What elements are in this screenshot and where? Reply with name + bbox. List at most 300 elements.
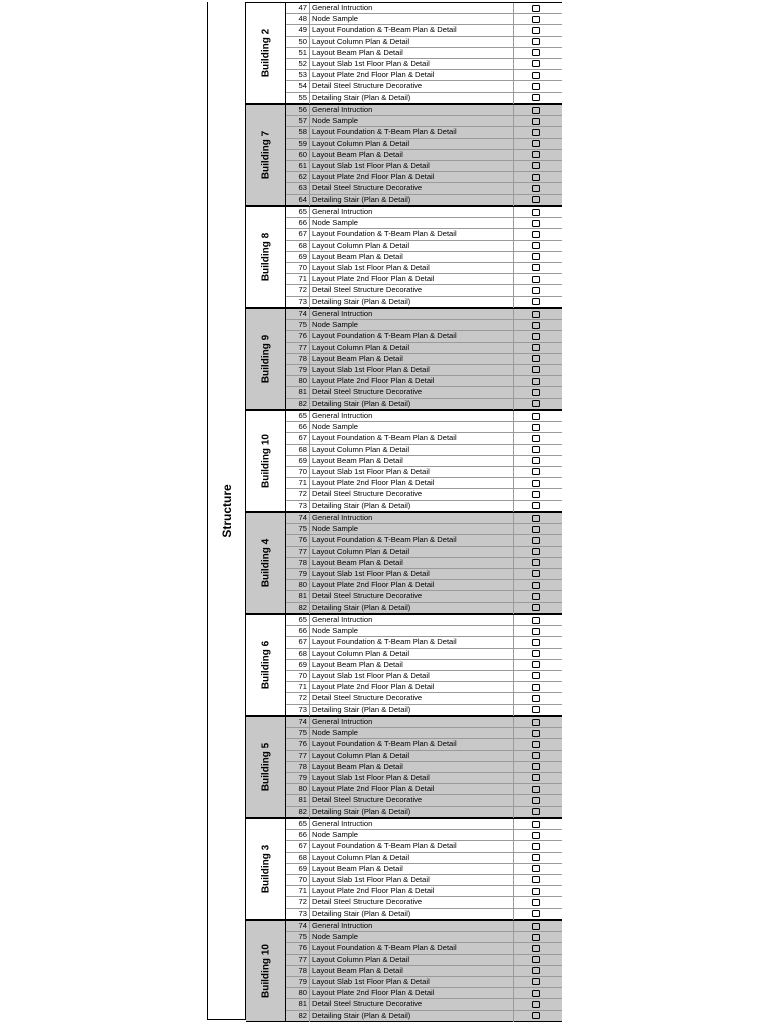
row-number: 66 xyxy=(286,218,310,228)
task-checkbox[interactable] xyxy=(532,990,540,997)
checkbox-cell xyxy=(513,717,562,727)
task-name: Layout Slab 1st Floor Plan & Detail xyxy=(312,670,430,680)
task-checkbox[interactable] xyxy=(532,617,540,624)
task-name: Detail Steel Structure Decorative xyxy=(312,285,423,295)
task-checkbox[interactable] xyxy=(532,559,540,566)
checkbox-cell xyxy=(513,795,562,805)
table-row xyxy=(286,999,562,1010)
checkbox-cell xyxy=(513,433,562,443)
table-row xyxy=(286,807,562,818)
table-row xyxy=(286,456,562,467)
row-number: 79 xyxy=(286,365,310,375)
task-checkbox[interactable] xyxy=(532,797,540,804)
row-number: 57 xyxy=(286,116,310,126)
task-name: General Intruction xyxy=(312,309,373,318)
row-number: 72 xyxy=(286,693,310,703)
task-name: General Intruction xyxy=(312,3,373,12)
task-checkbox[interactable] xyxy=(532,843,540,850)
task-name: Layout Foundation & T-Beam Plan & Detail xyxy=(312,331,457,341)
task-name: Detail Steel Structure Decorative xyxy=(312,999,423,1009)
checkbox-cell xyxy=(513,864,562,874)
task-checkbox[interactable] xyxy=(532,162,540,169)
checkbox-cell xyxy=(513,626,562,636)
row-number: 80 xyxy=(286,580,310,590)
task-name: General Intruction xyxy=(312,513,373,522)
checkbox-cell xyxy=(513,263,562,273)
checkbox-cell xyxy=(513,660,562,670)
row-number: 69 xyxy=(286,660,310,670)
task-checkbox[interactable] xyxy=(532,253,540,260)
task-checkbox[interactable] xyxy=(532,956,540,963)
checkbox-cell xyxy=(513,218,562,228)
task-checkbox[interactable] xyxy=(532,604,540,611)
checkbox-cell xyxy=(513,241,562,251)
task-checkbox[interactable] xyxy=(532,741,540,748)
building-label: Building 7 xyxy=(260,130,271,180)
checkbox-cell xyxy=(513,591,562,601)
table-row xyxy=(286,274,562,285)
table-row xyxy=(286,445,562,456)
task-name: Node Sample xyxy=(312,320,359,330)
task-name: Layout Foundation & T-Beam Plan & Detail xyxy=(312,25,457,35)
checkbox-cell xyxy=(513,751,562,761)
task-name: Layout Slab 1st Floor Plan & Detail xyxy=(312,262,430,272)
task-checkbox[interactable] xyxy=(532,865,540,872)
row-number: 76 xyxy=(286,739,310,749)
row-number: 71 xyxy=(286,682,310,692)
task-checkbox[interactable] xyxy=(532,276,540,283)
task-rows xyxy=(286,921,562,1021)
checkbox-cell xyxy=(513,343,562,353)
table-row xyxy=(286,422,562,433)
task-checkbox[interactable] xyxy=(532,231,540,238)
checkbox-cell xyxy=(513,467,562,477)
table-row xyxy=(286,955,562,966)
row-number: 65 xyxy=(286,207,310,217)
task-checkbox[interactable] xyxy=(532,526,540,533)
task-name: Node Sample xyxy=(312,728,359,738)
table-row xyxy=(286,343,562,354)
building-group xyxy=(246,308,562,410)
task-name: Layout Plate 2nd Floor Plan & Detail xyxy=(312,580,435,590)
task-checkbox[interactable] xyxy=(532,83,540,90)
task-checkbox[interactable] xyxy=(532,821,540,828)
task-checkbox[interactable] xyxy=(532,548,540,555)
row-number: 54 xyxy=(286,81,310,91)
task-checkbox[interactable] xyxy=(532,107,540,114)
checkbox-cell xyxy=(513,25,562,35)
table-row xyxy=(286,909,562,920)
row-number: 58 xyxy=(286,127,310,137)
task-name: General Intruction xyxy=(312,207,373,216)
task-checkbox[interactable] xyxy=(532,457,540,464)
task-checkbox[interactable] xyxy=(532,185,540,192)
task-name: Layout Beam Plan & Detail xyxy=(312,455,403,465)
task-checkbox[interactable] xyxy=(532,502,540,509)
checkbox-cell xyxy=(513,897,562,907)
task-checkbox[interactable] xyxy=(532,854,540,861)
row-number: 80 xyxy=(286,376,310,386)
checkbox-cell xyxy=(513,489,562,499)
task-checkbox[interactable] xyxy=(532,978,540,985)
table-row xyxy=(286,467,562,478)
task-checkbox[interactable] xyxy=(532,400,540,407)
task-name: Detail Steel Structure Decorative xyxy=(312,81,423,91)
checkbox-cell xyxy=(513,229,562,239)
table-row xyxy=(286,161,562,172)
table-row xyxy=(286,489,562,500)
checklist-sheet xyxy=(207,2,561,1020)
task-name: Detailing Stair (Plan & Detail) xyxy=(312,1010,411,1020)
table-row xyxy=(286,693,562,704)
task-name: Detail Steel Structure Decorative xyxy=(312,795,423,805)
row-number: 69 xyxy=(286,252,310,262)
table-row xyxy=(286,70,562,81)
checkbox-cell xyxy=(513,320,562,330)
task-rows xyxy=(286,513,562,613)
checkbox-cell xyxy=(513,150,562,160)
checkbox-cell xyxy=(513,909,562,920)
task-checkbox[interactable] xyxy=(532,264,540,271)
table-row xyxy=(286,988,562,999)
table-row xyxy=(286,966,562,977)
task-checkbox[interactable] xyxy=(532,730,540,737)
task-checkbox[interactable] xyxy=(532,684,540,691)
task-checkbox[interactable] xyxy=(532,468,540,475)
table-row xyxy=(286,762,562,773)
row-number: 77 xyxy=(286,343,310,353)
table-row xyxy=(286,59,562,70)
task-name: Layout Column Plan & Detail xyxy=(312,954,410,964)
checkbox-cell xyxy=(513,513,562,523)
task-checkbox[interactable] xyxy=(532,672,540,679)
row-number: 75 xyxy=(286,932,310,942)
table-row xyxy=(286,841,562,852)
row-number: 65 xyxy=(286,615,310,625)
task-name: General Intruction xyxy=(312,921,373,930)
checkbox-cell xyxy=(513,285,562,295)
row-number: 77 xyxy=(286,547,310,557)
task-checkbox[interactable] xyxy=(532,242,540,249)
task-checkbox[interactable] xyxy=(532,94,540,101)
row-number: 79 xyxy=(286,773,310,783)
checkbox-cell xyxy=(513,48,562,58)
table-row xyxy=(286,649,562,660)
task-checkbox[interactable] xyxy=(532,389,540,396)
task-checkbox[interactable] xyxy=(532,1012,540,1019)
checkbox-cell xyxy=(513,932,562,942)
table-row xyxy=(286,637,562,648)
table-row xyxy=(286,558,562,569)
row-number: 81 xyxy=(286,591,310,601)
task-checkbox[interactable] xyxy=(532,639,540,646)
checkbox-cell xyxy=(513,558,562,568)
table-row xyxy=(286,615,562,626)
task-checkbox[interactable] xyxy=(532,537,540,544)
task-checkbox[interactable] xyxy=(532,899,540,906)
row-number: 70 xyxy=(286,263,310,273)
row-number: 76 xyxy=(286,331,310,341)
task-checkbox[interactable] xyxy=(532,582,540,589)
table-row xyxy=(286,195,562,206)
checkbox-cell xyxy=(513,411,562,421)
task-checkbox[interactable] xyxy=(532,628,540,635)
task-checkbox[interactable] xyxy=(532,515,540,522)
task-name: Layout Foundation & T-Beam Plan & Detail xyxy=(312,637,457,647)
checkbox-cell xyxy=(513,762,562,772)
checkbox-cell xyxy=(513,784,562,794)
table-row xyxy=(286,331,562,342)
checkbox-cell xyxy=(513,478,562,488)
task-checkbox[interactable] xyxy=(532,593,540,600)
checkbox-cell xyxy=(513,875,562,885)
table-row xyxy=(286,569,562,580)
task-name: Layout Foundation & T-Beam Plan & Detail xyxy=(312,739,457,749)
task-name: Node Sample xyxy=(312,116,359,126)
table-row xyxy=(286,354,562,365)
task-checkbox[interactable] xyxy=(532,209,540,216)
table-row xyxy=(286,241,562,252)
row-number: 68 xyxy=(286,853,310,863)
task-name: Detailing Stair (Plan & Detail) xyxy=(312,194,411,204)
row-number: 81 xyxy=(286,795,310,805)
row-number: 50 xyxy=(286,37,310,47)
building-cell xyxy=(246,411,286,511)
table-row xyxy=(286,207,562,218)
task-checkbox[interactable] xyxy=(532,752,540,759)
row-number: 80 xyxy=(286,784,310,794)
task-checkbox[interactable] xyxy=(532,60,540,67)
task-checkbox[interactable] xyxy=(532,832,540,839)
task-checkbox[interactable] xyxy=(532,650,540,657)
row-number: 66 xyxy=(286,626,310,636)
checkbox-cell xyxy=(513,3,562,13)
task-checkbox[interactable] xyxy=(532,72,540,79)
task-checkbox[interactable] xyxy=(532,298,540,305)
task-name: Layout Foundation & T-Beam Plan & Detail xyxy=(312,127,457,137)
checkbox-cell xyxy=(513,274,562,284)
checkbox-cell xyxy=(513,456,562,466)
task-name: Detailing Stair (Plan & Detail) xyxy=(312,500,411,510)
building-label: Building 10 xyxy=(260,434,271,488)
task-checkbox[interactable] xyxy=(532,786,540,793)
row-number: 78 xyxy=(286,558,310,568)
table-row xyxy=(286,671,562,682)
table-row xyxy=(286,116,562,127)
task-checkbox[interactable] xyxy=(532,174,540,181)
table-row xyxy=(286,524,562,535)
table-row xyxy=(286,105,562,116)
building-label: Building 9 xyxy=(260,334,271,384)
task-name: Detailing Stair (Plan & Detail) xyxy=(312,296,411,306)
task-rows xyxy=(286,717,562,817)
table-row xyxy=(286,399,562,410)
table-row xyxy=(286,297,562,308)
task-checkbox[interactable] xyxy=(532,49,540,56)
row-number: 70 xyxy=(286,671,310,681)
task-checkbox[interactable] xyxy=(532,888,540,895)
task-checkbox[interactable] xyxy=(532,661,540,668)
task-checkbox[interactable] xyxy=(532,435,540,442)
task-checkbox[interactable] xyxy=(532,38,540,45)
table-row xyxy=(286,3,562,14)
row-number: 71 xyxy=(286,886,310,896)
checkbox-cell xyxy=(513,705,562,716)
table-row xyxy=(286,172,562,183)
task-name: Layout Plate 2nd Floor Plan & Detail xyxy=(312,886,435,896)
checkbox-cell xyxy=(513,331,562,341)
task-name: Layout Column Plan & Detail xyxy=(312,750,410,760)
row-number: 53 xyxy=(286,70,310,80)
task-checkbox[interactable] xyxy=(532,808,540,815)
task-checkbox[interactable] xyxy=(532,322,540,329)
task-checkbox[interactable] xyxy=(532,196,540,203)
table-row xyxy=(286,365,562,376)
task-checkbox[interactable] xyxy=(532,480,540,487)
row-number: 71 xyxy=(286,478,310,488)
task-checkbox[interactable] xyxy=(532,344,540,351)
task-name: Layout Plate 2nd Floor Plan & Detail xyxy=(312,274,435,284)
row-number: 72 xyxy=(286,897,310,907)
row-number: 62 xyxy=(286,172,310,182)
task-checkbox[interactable] xyxy=(532,570,540,577)
table-row xyxy=(286,603,562,614)
task-name: Layout Beam Plan & Detail xyxy=(312,557,403,567)
checkbox-cell xyxy=(513,105,562,115)
task-name: Detailing Stair (Plan & Detail) xyxy=(312,602,411,612)
task-checkbox[interactable] xyxy=(532,967,540,974)
task-checkbox[interactable] xyxy=(532,287,540,294)
row-number: 80 xyxy=(286,988,310,998)
task-checkbox[interactable] xyxy=(532,774,540,781)
task-checkbox[interactable] xyxy=(532,220,540,227)
table-row xyxy=(286,1011,562,1022)
row-number: 72 xyxy=(286,285,310,295)
row-number: 77 xyxy=(286,955,310,965)
task-name: Node Sample xyxy=(312,626,359,636)
task-checkbox[interactable] xyxy=(532,945,540,952)
task-checkbox[interactable] xyxy=(532,923,540,930)
task-name: Layout Slab 1st Floor Plan & Detail xyxy=(312,976,430,986)
row-number: 55 xyxy=(286,93,310,104)
building-cell xyxy=(246,309,286,409)
row-number: 76 xyxy=(286,535,310,545)
row-number: 74 xyxy=(286,513,310,523)
row-number: 49 xyxy=(286,25,310,35)
task-checkbox[interactable] xyxy=(532,366,540,373)
checkbox-cell xyxy=(513,376,562,386)
task-checkbox[interactable] xyxy=(532,140,540,147)
table-row xyxy=(286,591,562,602)
row-number: 82 xyxy=(286,603,310,614)
task-name: Layout Foundation & T-Beam Plan & Detail xyxy=(312,535,457,545)
task-checkbox[interactable] xyxy=(532,413,540,420)
row-number: 52 xyxy=(286,59,310,69)
task-checkbox[interactable] xyxy=(532,333,540,340)
task-checkbox[interactable] xyxy=(532,695,540,702)
checkbox-cell xyxy=(513,580,562,590)
task-name: Detailing Stair (Plan & Detail) xyxy=(312,398,411,408)
table-row xyxy=(286,229,562,240)
task-name: Detailing Stair (Plan & Detail) xyxy=(312,92,411,102)
task-checkbox[interactable] xyxy=(532,378,540,385)
row-number: 72 xyxy=(286,489,310,499)
row-number: 65 xyxy=(286,411,310,421)
table-row xyxy=(286,773,562,784)
task-name: Detailing Stair (Plan & Detail) xyxy=(312,908,411,918)
task-name: Node Sample xyxy=(312,14,359,24)
task-checkbox[interactable] xyxy=(532,876,540,883)
task-checkbox[interactable] xyxy=(532,1001,540,1008)
row-number: 79 xyxy=(286,569,310,579)
table-row xyxy=(286,433,562,444)
checkbox-cell xyxy=(513,387,562,397)
category-label: Structure xyxy=(219,483,234,538)
category-column xyxy=(208,2,246,1019)
checkbox-cell xyxy=(513,807,562,818)
task-checkbox[interactable] xyxy=(532,27,540,34)
building-label: Building 8 xyxy=(260,232,271,282)
checkbox-cell xyxy=(513,955,562,965)
task-checkbox[interactable] xyxy=(532,934,540,941)
table-row xyxy=(286,705,562,716)
building-cell xyxy=(246,105,286,205)
checkbox-cell xyxy=(513,37,562,47)
task-name: Layout Beam Plan & Detail xyxy=(312,353,403,363)
task-checkbox[interactable] xyxy=(532,5,540,12)
task-checkbox[interactable] xyxy=(532,424,540,431)
task-checkbox[interactable] xyxy=(532,311,540,318)
task-checkbox[interactable] xyxy=(532,446,540,453)
task-name: Layout Slab 1st Floor Plan & Detail xyxy=(312,160,430,170)
row-number: 75 xyxy=(286,524,310,534)
task-name: General Intruction xyxy=(312,819,373,828)
row-number: 67 xyxy=(286,229,310,239)
task-checkbox[interactable] xyxy=(532,355,540,362)
task-checkbox[interactable] xyxy=(532,491,540,498)
task-checkbox[interactable] xyxy=(532,118,540,125)
task-name: Layout Column Plan & Detail xyxy=(312,648,410,658)
task-name: Layout Foundation & T-Beam Plan & Detail xyxy=(312,433,457,443)
checkbox-cell xyxy=(513,524,562,534)
task-checkbox[interactable] xyxy=(532,706,540,713)
checkbox-cell xyxy=(513,819,562,829)
checkbox-cell xyxy=(513,183,562,193)
task-checkbox[interactable] xyxy=(532,151,540,158)
task-checkbox[interactable] xyxy=(532,129,540,136)
task-rows xyxy=(286,819,562,919)
task-name: Detailing Stair (Plan & Detail) xyxy=(312,704,411,714)
building-cell xyxy=(246,615,286,715)
building-label: Building 4 xyxy=(260,538,271,588)
task-checkbox[interactable] xyxy=(532,763,540,770)
checkbox-cell xyxy=(513,139,562,149)
row-number: 74 xyxy=(286,309,310,319)
building-label: Building 2 xyxy=(260,28,271,78)
task-name: Layout Column Plan & Detail xyxy=(312,444,410,454)
task-rows xyxy=(286,105,562,205)
table-row xyxy=(286,25,562,36)
table-row xyxy=(286,897,562,908)
task-checkbox[interactable] xyxy=(532,719,540,726)
checkbox-cell xyxy=(513,693,562,703)
checkbox-cell xyxy=(513,682,562,692)
building-label: Building 5 xyxy=(260,742,271,792)
task-checkbox[interactable] xyxy=(532,910,540,917)
task-rows xyxy=(286,3,562,103)
task-name: General Intruction xyxy=(312,717,373,726)
task-checkbox[interactable] xyxy=(532,16,540,23)
